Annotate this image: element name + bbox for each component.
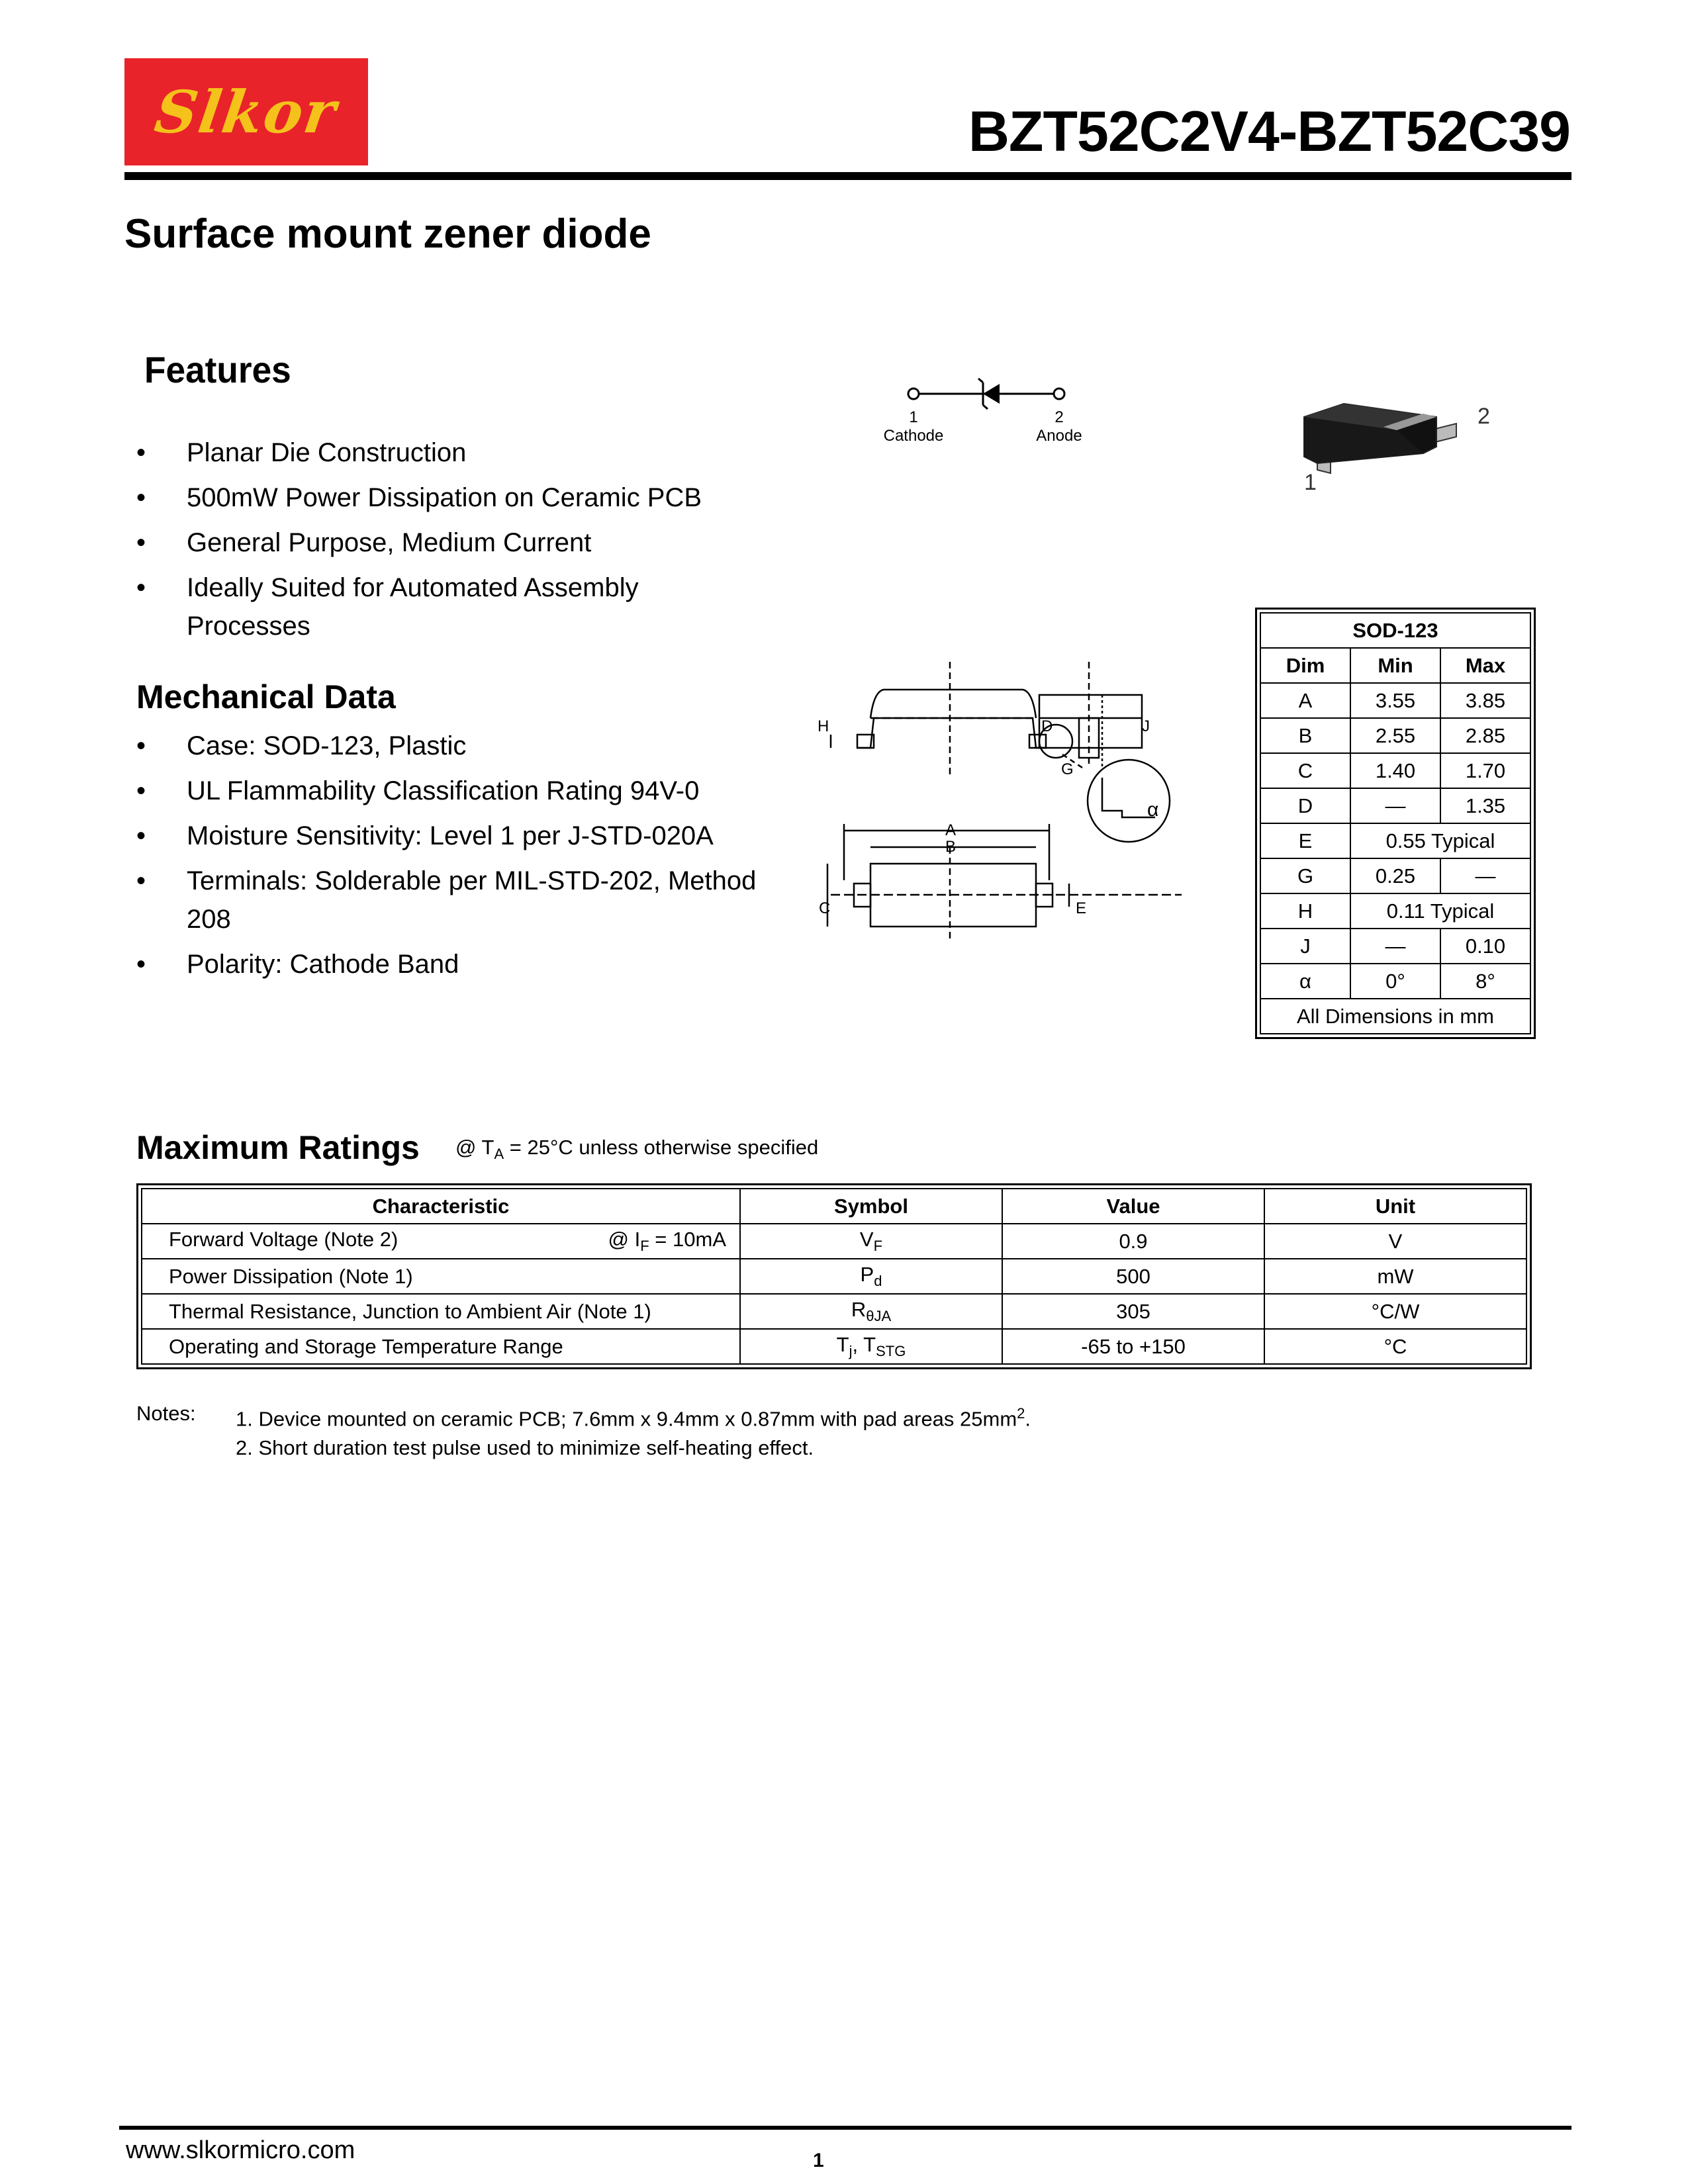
notes-block [136,1399,1031,1463]
table-row: G 0.25 — [1260,858,1530,893]
list-item: • Polarity: Cathode Band [136,950,459,979]
table-row: α 0° 8° [1260,964,1530,999]
column-header: Value [1002,1189,1264,1224]
table-row: Forward Voltage (Note 2) @ $I_F = 10mA$ $V_F$ 0.9 V [142,1224,1526,1259]
footer-divider [119,2126,1571,2130]
dim-label-d: D [1041,717,1053,735]
mechanical-heading: Mechanical Data [136,678,396,715]
list-item: • General Purpose, Medium Current [136,528,592,557]
list-item: • 500mW Power Dissipation on Ceramic PCB [136,483,702,512]
footer-url[interactable]: www.slkormicro.com [126,2136,355,2164]
column-header: Unit [1264,1189,1526,1224]
page-number: 1 [813,2150,824,2171]
table-row: H 0.11 Typical [1260,893,1530,929]
package-pin1-label: 1 [1304,470,1317,495]
dim-label-g: G [1061,760,1074,778]
note-2: 2. Short duration test pulse used to minimize self-heating effect. [236,1436,814,1460]
notes-label: Notes: [136,1402,196,1425]
table-row: A 3.55 3.85 [1260,683,1530,718]
ratings-heading: Maximum Ratings [136,1129,420,1166]
dim-label-c: C [819,899,831,917]
table-row: D — 1.35 [1260,788,1530,823]
mechanical-list [136,727,785,990]
pin1-number: 1 [909,408,918,426]
table-title: SOD-123 [1260,613,1530,648]
column-header: Max [1440,648,1530,683]
table-row: E 0.55 Typical [1260,823,1530,858]
pin1-name: Cathode [883,427,944,445]
brand-logo [124,58,368,165]
note-1: 1. Device mounted on ceramic PCB; 7.6mm x 9.4mm x 0.87mm with pad areas $25mm^2$. [236,1405,1031,1431]
dim-label-b: B [945,838,957,856]
dim-label-a: A [945,821,957,839]
dim-label-e: E [1076,899,1087,917]
table-row: Power Dissipation (Note 1) $P_d$ 500 mW [142,1259,1526,1294]
ratings-condition: @ $T_A = 25^\circ C$ unless otherwise specified [455,1136,819,1163]
part-number-title: BZT52C2V4-BZT52C39 [968,100,1570,163]
pin2-name: Anode [1036,427,1082,445]
list-item: • Moisture Sensitivity: Level 1 per J-STD-020A [136,821,714,850]
table-row: Thermal Resistance, Junction to Ambient Air (Note 1) $R_{\theta JA}$ 305 °C/W [142,1294,1526,1329]
table-row: B 2.55 2.85 [1260,718,1530,753]
column-header: Min [1350,648,1440,683]
ratings-table [136,1183,1532,1369]
dimension-table [1255,608,1536,1039]
list-item: • UL Flammability Classification Rating 94V-0 [136,776,700,805]
list-item: • Planar Die Construction [136,438,467,467]
table-row: J — 0.10 [1260,929,1530,964]
pin2-number: 2 [1055,408,1064,426]
features-heading: Features [144,349,291,390]
dim-label-h: H [818,717,829,735]
features-list [136,433,765,652]
list-item: • Terminals: Solderable per MIL-STD-202, Method 208 [136,866,757,934]
column-header: Characteristic [142,1189,740,1224]
package-pin2-label: 2 [1477,404,1490,429]
table-row: C 1.40 1.70 [1260,753,1530,788]
list-item: • Ideally Suited for Automated Assembly Processes [136,573,639,641]
logo-text: Slkor [151,77,342,146]
table-footer: All Dimensions in mm [1260,999,1530,1034]
package-outline-drawing [811,662,1221,966]
zener-symbol-diagram [874,377,1099,457]
list-item: • Case: SOD-123, Plastic [136,731,467,760]
dim-label-alpha: α [1147,799,1159,821]
document-subtitle: Surface mount zener diode [124,211,651,257]
column-header: Dim [1260,648,1350,683]
table-row: Operating and Storage Temperature Range $T_j$, $T_{STG}$ -65 to +150 °C [142,1329,1526,1364]
dim-label-j: J [1142,717,1150,735]
column-header: Symbol [740,1189,1002,1224]
sod123-package-image [1291,390,1509,496]
header-divider [124,172,1571,180]
